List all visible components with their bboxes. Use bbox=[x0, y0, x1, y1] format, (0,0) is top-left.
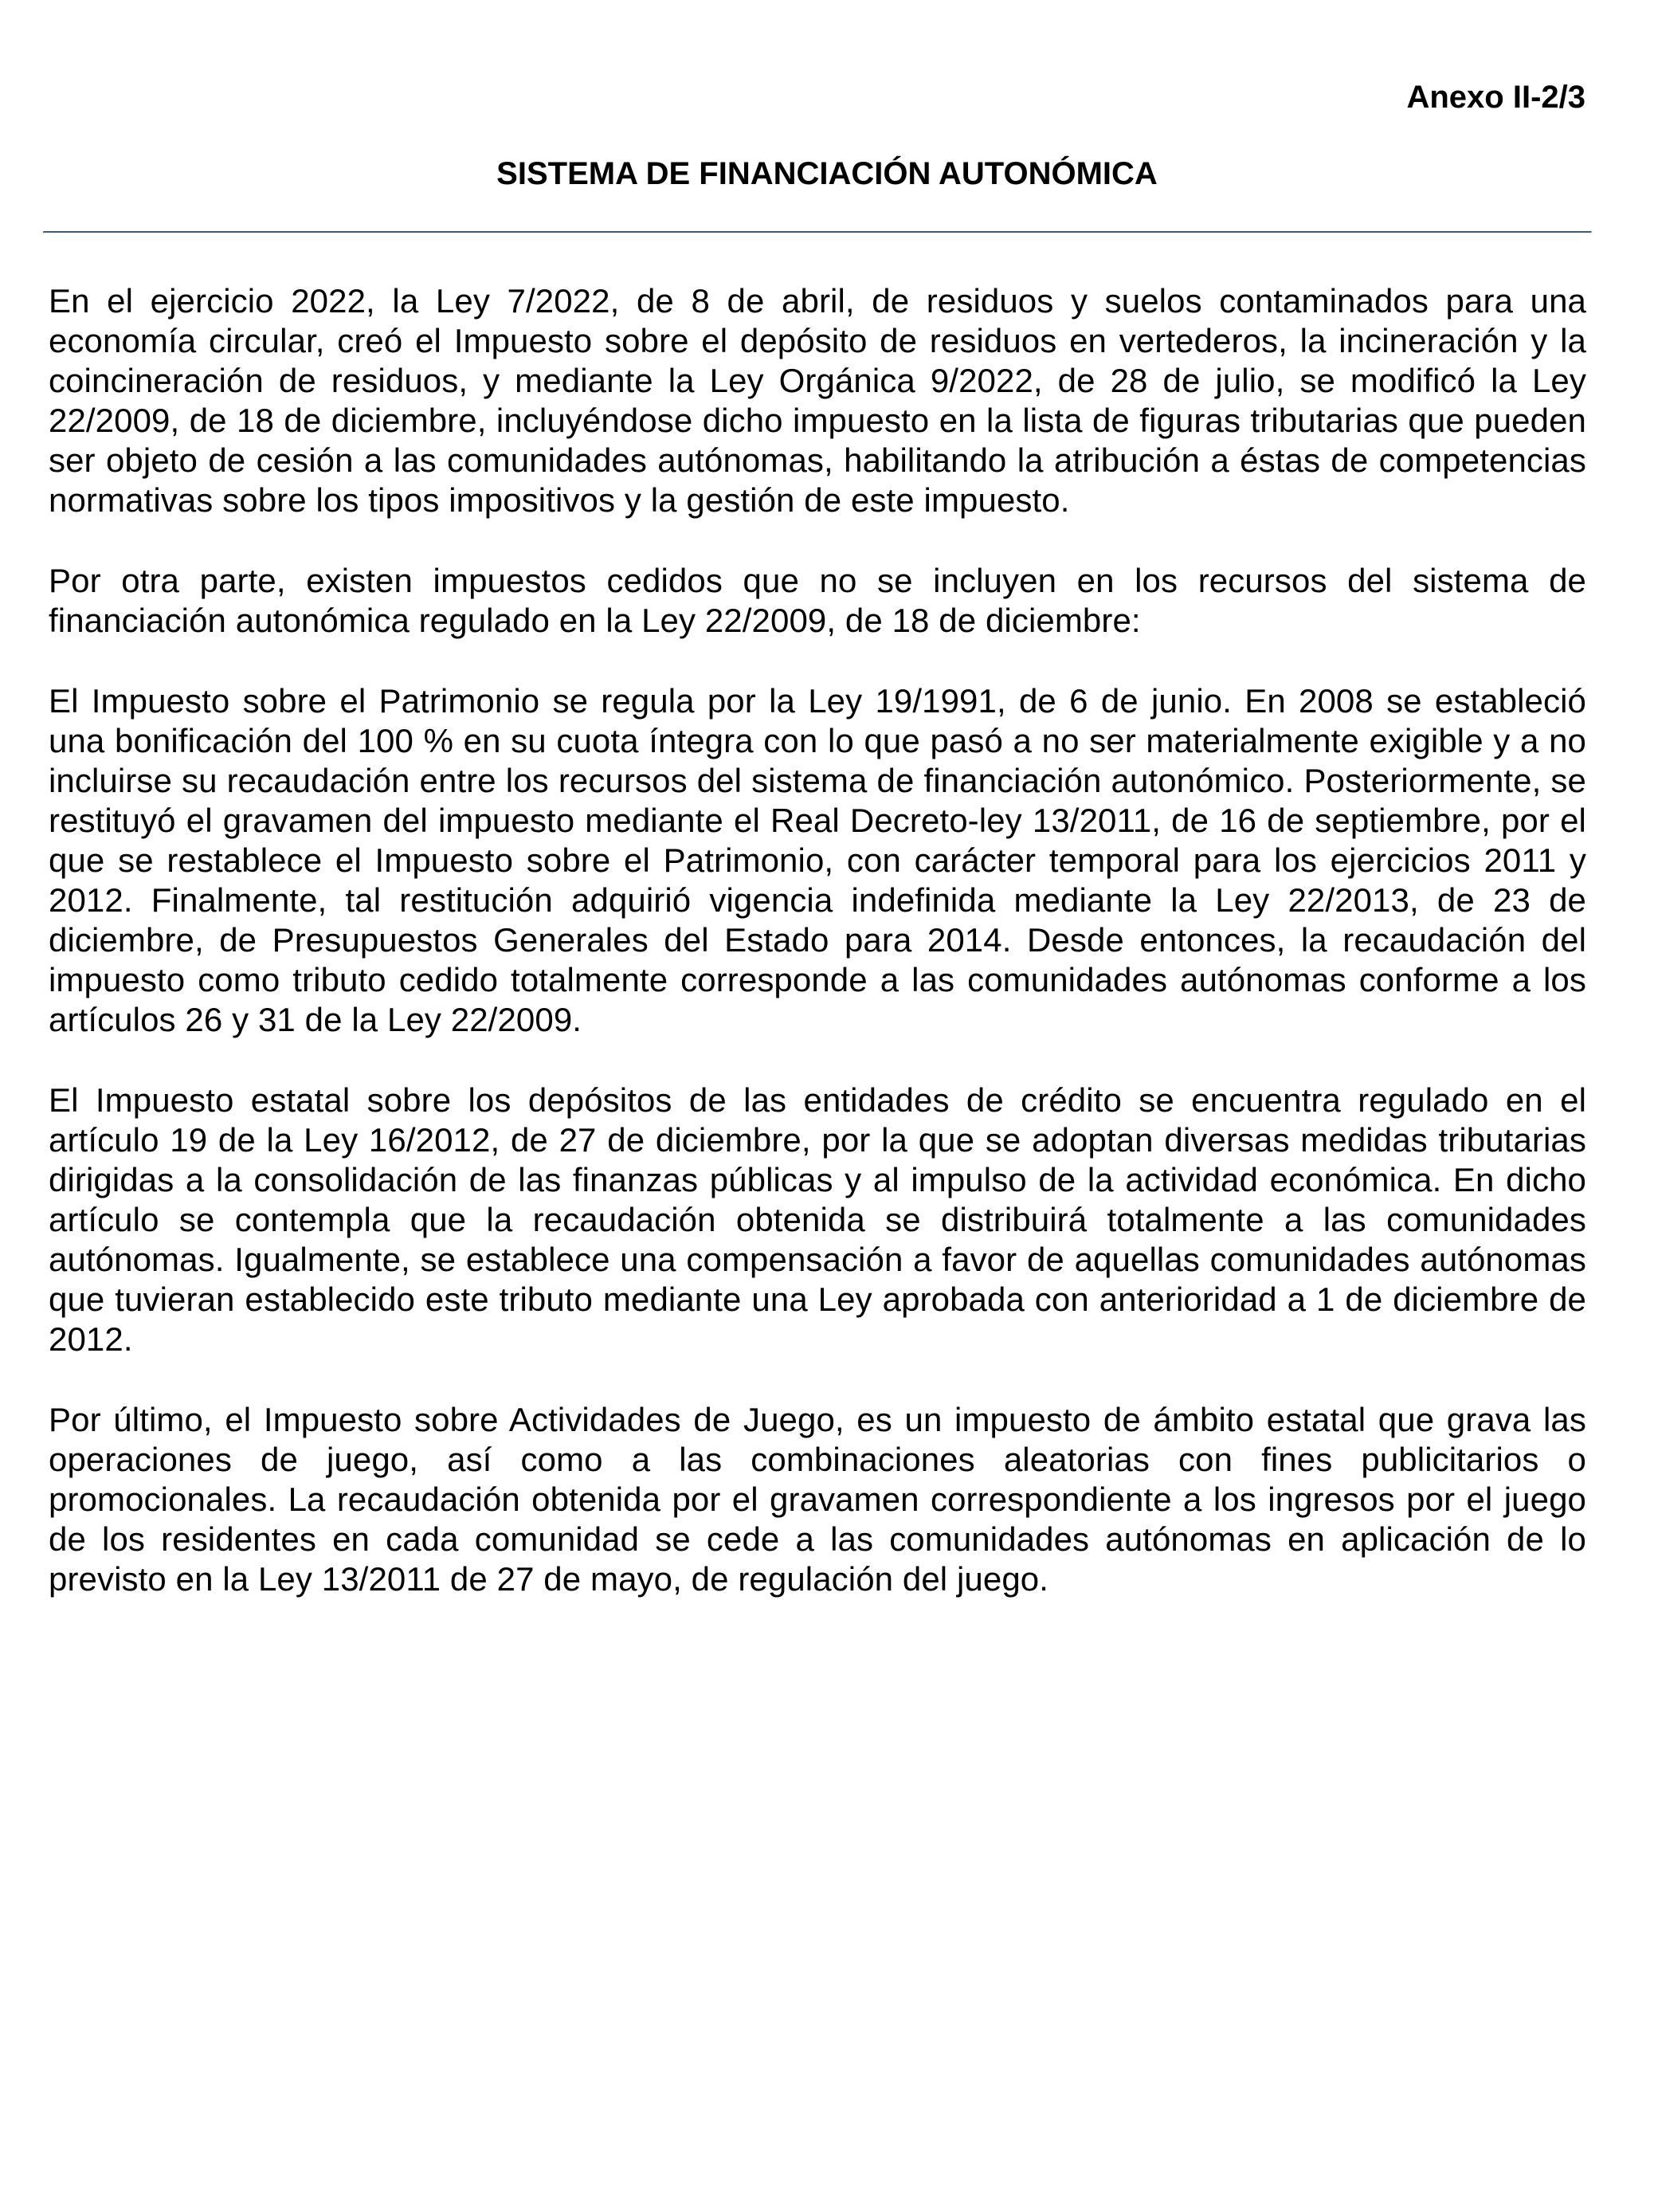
paragraph-waste-tax: En el ejercicio 2022, la Ley 7/2022, de 8 de abril, de residuos y suelos contaminados para una economía circular, creó el Impuesto sobre el depósito de residuos en vertederos, la incineración y la coincineración de residuos, y mediante la Ley Orgánica 9/2022, de 28 de julio, se modificó la Ley 22/2009, de 18 de diciembre, incluyéndose dicho impuesto en la lista de figuras tributarias que pueden ser objeto de cesión a las comunidades autónomas, habilitando la atribución a éstas de competencias normativas sobre los tipos impositivos y la gestión de este impuesto. bbox=[49, 282, 1586, 519]
paragraph-deposits-tax: El Impuesto estatal sobre los depósitos de las entidades de crédito se encuentra regulado en el artículo 19 de la Ley 16/2012, de 27 de diciembre, por la que se adoptan diversas medidas tributarias dirigidas a la consolidación de las finanzas públicas y al impulso de la actividad económica. En dicho artículo se contempla que la recaudación obtenida se distribuirá totalmente a las comunidades autónomas. Igualmente, se establece una compensación a favor de aquellas comunidades autónomas que tuvieran establecido este tributo mediante una Ley aprobada con anterioridad a 1 de diciembre de 2012. bbox=[49, 1081, 1586, 1358]
annex-label: Anexo II-2/3 bbox=[1406, 80, 1585, 115]
paragraph-gaming-tax: Por último, el Impuesto sobre Actividades de Juego, es un impuesto de ámbito estatal que grava las operaciones de juego, así como a las combinaciones aleatorias con fines publicitarios o promocionales. La recaudación obtenida por el gravamen correspondiente a los ingresos por el juego de los residentes en cada comunidad se cede a las comunidades autónomas en aplicación de lo previsto en la Ley 13/2011 de 27 de mayo, de regulación del juego. bbox=[49, 1401, 1586, 1598]
paragraph-wealth-tax: El Impuesto sobre el Patrimonio se regula por la Ley 19/1991, de 6 de junio. En 2008 se estableció una bonificación del 100 % en su cuota íntegra con lo que pasó a no ser materialmente exigible y a no incluirse su recaudación entre los recursos del sistema de financiación autonómico. Posteriormente, se restituyó el gravamen del impuesto mediante el Real Decreto-ley 13/2011, de 16 de septiembre, por el que se restablece el Impuesto sobre el Patrimonio, con carácter temporal para los ejercicios 2011 y 2012. Finalmente, tal restitución adquirió vigencia indefinida mediante la Ley 22/2013, de 23 de diciembre, de Presupuestos Generales del Estado para 2014. Desde entonces, la recaudación del impuesto como tributo cedido totalmente corresponde a las comunidades autónomas conforme a los artículos 26 y 31 de la Ley 22/2009. bbox=[49, 682, 1586, 1038]
document-body bbox=[49, 281, 1586, 1640]
page-title: SISTEMA DE FINANCIACIÓN AUTONÓMICA bbox=[496, 156, 1158, 191]
paragraph-ceded-taxes-intro: Por otra parte, existen impuestos cedidos que no se incluyen en los recursos del sistema de financiación autonómica regulado en la Ley 22/2009, de 18 de diciembre: bbox=[49, 562, 1586, 639]
title-divider bbox=[43, 231, 1592, 233]
